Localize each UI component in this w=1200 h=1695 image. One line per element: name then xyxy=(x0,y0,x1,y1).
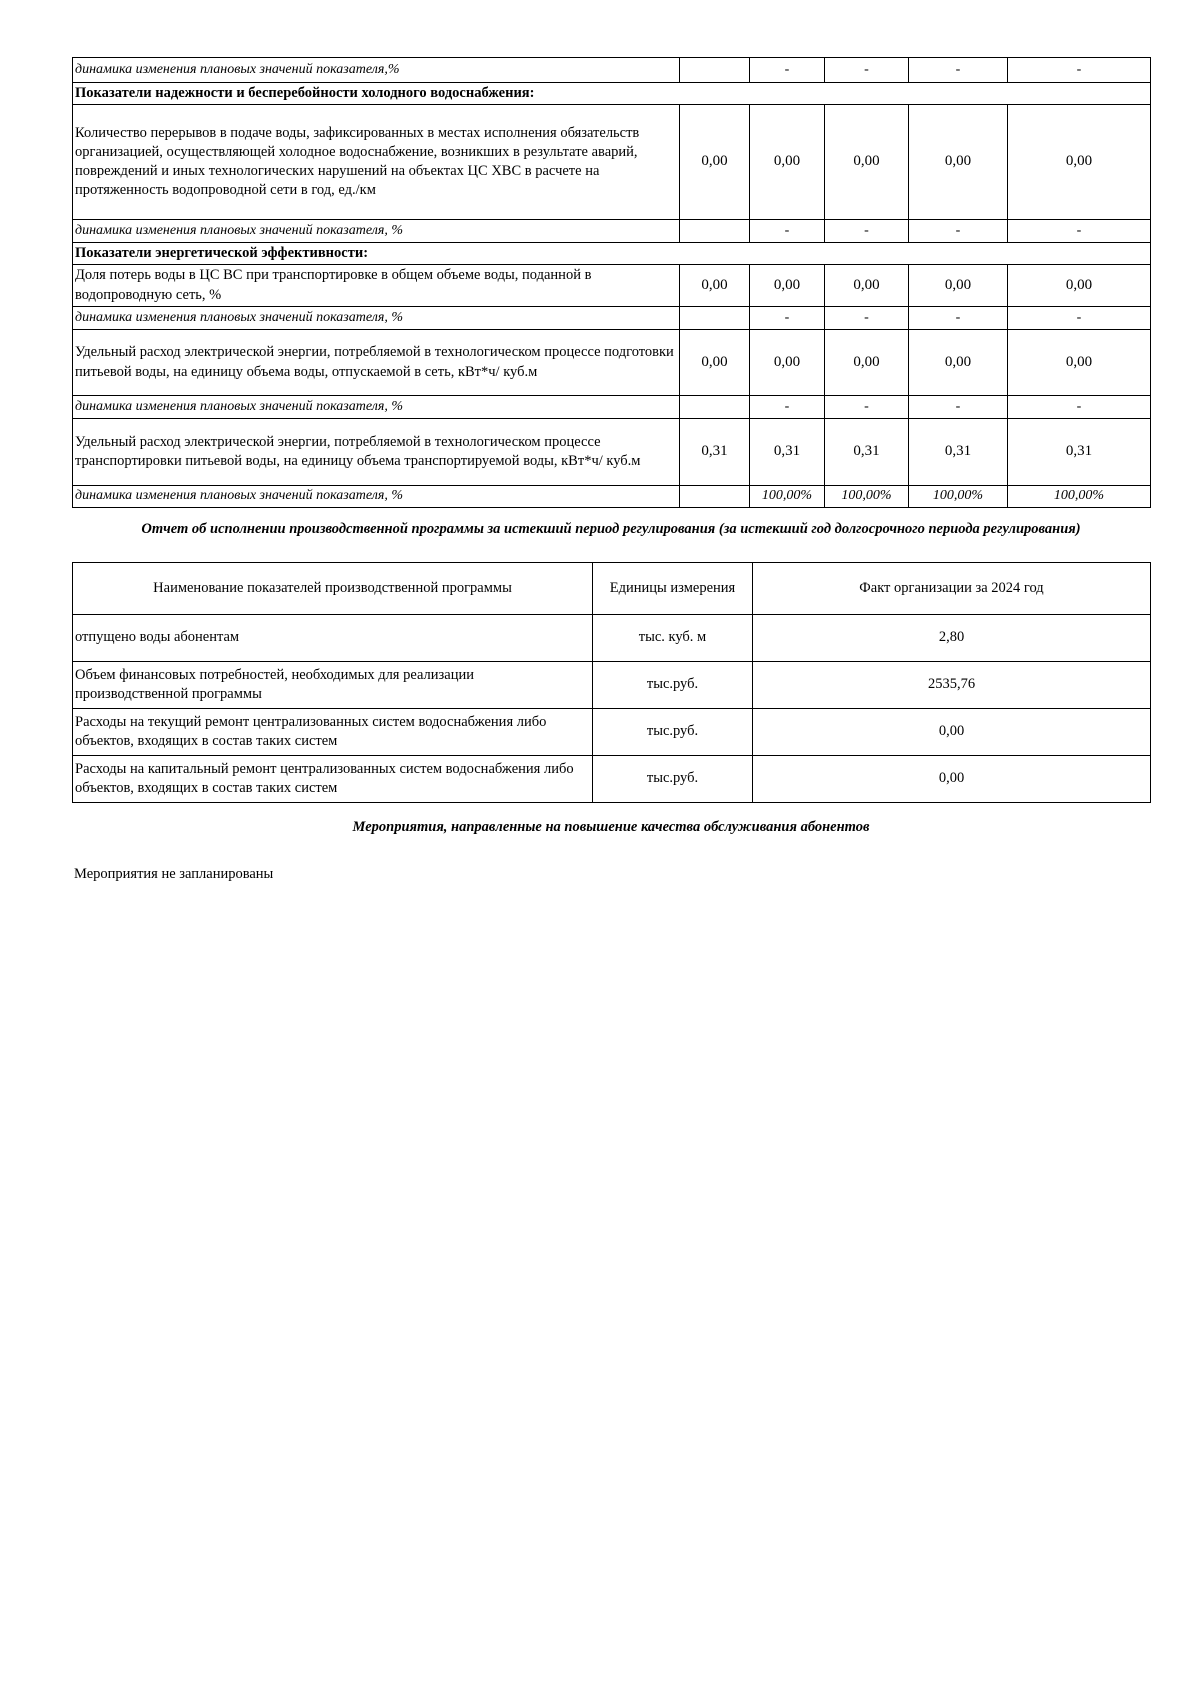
indicator-row xyxy=(73,330,1151,396)
value-cell: 0,00 xyxy=(909,330,1008,396)
value-cell: 0,00 xyxy=(750,265,825,307)
report-unit-cell: тыс.руб. xyxy=(593,709,753,756)
value-cell: 0,00 xyxy=(680,265,750,307)
value-cell: - xyxy=(750,220,825,243)
report-unit-cell: тыс. куб. м xyxy=(593,615,753,662)
header-cell: Факт организации за 2024 год xyxy=(753,563,1151,615)
report-row xyxy=(73,709,1151,756)
measures-caption: Мероприятия, направленные на повышение качества обслуживания абонентов xyxy=(352,819,870,835)
value-cell: 0,00 xyxy=(1008,330,1151,396)
value-cell: 0,00 xyxy=(680,105,750,220)
report-row xyxy=(73,756,1151,803)
value-cell: - xyxy=(909,396,1008,419)
value-cell: - xyxy=(909,220,1008,243)
indicator-row xyxy=(73,265,1151,307)
report-value-cell: 0,00 xyxy=(753,756,1151,803)
report-value-cell: 0,00 xyxy=(753,709,1151,756)
value-cell: 0,00 xyxy=(825,265,909,307)
value-cell: - xyxy=(750,58,825,83)
report-table xyxy=(72,562,1151,803)
value-cell xyxy=(680,486,750,508)
value-cell: 0,00 xyxy=(825,105,909,220)
value-cell: 0,31 xyxy=(909,419,1008,486)
report-name-cell: Расходы на капитальный ремонт централизованных систем водоснабжения либо объектов, входящих в состав таких систем xyxy=(73,756,593,803)
value-cell: 0,31 xyxy=(1008,419,1151,486)
value-cell: 0,00 xyxy=(1008,265,1151,307)
value-cell: 0,31 xyxy=(680,419,750,486)
indicator-row xyxy=(73,105,1151,220)
dynamics-row xyxy=(73,307,1151,330)
row-label: Удельный расход электрической энергии, потребляемой в технологическом процессе подготовки питьевой воды, на единицу объема воды, отпускаемой в сеть, кВт*ч/ куб.м xyxy=(73,330,680,396)
value-cell: - xyxy=(909,307,1008,330)
dynamics-row xyxy=(73,486,1151,508)
value-cell: - xyxy=(1008,58,1151,83)
report-row xyxy=(73,662,1151,709)
section-header-row xyxy=(73,83,1151,105)
header-cell: Единицы измерения xyxy=(593,563,753,615)
value-cell: 100,00% xyxy=(825,486,909,508)
value-cell: - xyxy=(1008,396,1151,419)
row-label: динамика изменения плановых значений показателя, % xyxy=(73,220,680,243)
report-value-cell: 2,80 xyxy=(753,615,1151,662)
indicator-row xyxy=(73,419,1151,486)
row-label: динамика изменения плановых значений показателя, % xyxy=(73,486,680,508)
section-title: Показатели надежности и бесперебойности холодного водоснабжения: xyxy=(73,83,1151,105)
value-cell xyxy=(680,220,750,243)
section-title: Показатели энергетической эффективности: xyxy=(73,243,1151,265)
value-cell: 100,00% xyxy=(909,486,1008,508)
row-label: Удельный расход электрической энергии, потребляемой в технологическом процессе транспортировки питьевой воды, на единицу объема транспортируемой воды, кВт*ч/ куб.м xyxy=(73,419,680,486)
value-cell: 0,31 xyxy=(825,419,909,486)
report-row xyxy=(73,615,1151,662)
row-label: динамика изменения плановых значений показателя, % xyxy=(73,307,680,330)
value-cell: - xyxy=(750,396,825,419)
value-cell: - xyxy=(1008,307,1151,330)
value-cell: - xyxy=(825,58,909,83)
value-cell: 100,00% xyxy=(1008,486,1151,508)
measures-note: Мероприятия не запланированы xyxy=(74,866,274,882)
dynamics-row xyxy=(73,396,1151,419)
value-cell: - xyxy=(825,307,909,330)
report-unit-cell: тыс.руб. xyxy=(593,662,753,709)
value-cell: - xyxy=(750,307,825,330)
value-cell: 0,00 xyxy=(750,330,825,396)
report-value-cell: 2535,76 xyxy=(753,662,1151,709)
report-caption: Отчет об исполнении производственной программы за истекший период регулирования (за истекший год долгосрочного периода регулирования) xyxy=(141,521,1081,537)
value-cell: - xyxy=(825,396,909,419)
value-cell: 0,00 xyxy=(909,265,1008,307)
dynamics-row xyxy=(73,58,1151,83)
value-cell xyxy=(680,396,750,419)
value-cell: - xyxy=(909,58,1008,83)
value-cell: 0,00 xyxy=(825,330,909,396)
report-header-row xyxy=(73,563,1151,615)
value-cell xyxy=(680,58,750,83)
value-cell: 100,00% xyxy=(750,486,825,508)
value-cell: 0,00 xyxy=(1008,105,1151,220)
section-header-row xyxy=(73,243,1151,265)
report-name-cell: отпущено воды абонентам xyxy=(73,615,593,662)
value-cell: 0,31 xyxy=(750,419,825,486)
value-cell: - xyxy=(1008,220,1151,243)
row-label: динамика изменения плановых значений показателя, % xyxy=(73,396,680,419)
report-name-cell: Расходы на текущий ремонт централизованных систем водоснабжения либо объектов, входящих в состав таких систем xyxy=(73,709,593,756)
dynamics-row xyxy=(73,220,1151,243)
row-label: Доля потерь воды в ЦС ВС при транспортировке в общем объеме воды, поданной в водопроводную сеть, % xyxy=(73,265,680,307)
header-cell: Наименование показателей производственной программы xyxy=(73,563,593,615)
report-name-cell: Объем финансовых потребностей, необходимых для реализации производственной программы xyxy=(73,662,593,709)
indicators-table xyxy=(72,57,1151,508)
value-cell: - xyxy=(825,220,909,243)
value-cell: 0,00 xyxy=(680,330,750,396)
value-cell: 0,00 xyxy=(909,105,1008,220)
value-cell xyxy=(680,307,750,330)
row-label: Количество перерывов в подаче воды, зафиксированных в местах исполнения обязательств организацией, осуществляющей холодное водоснабжение, возникших в результате аварий, повреждений и иных технологических нарушений на объектах ЦС ХВС в расчете на протяженность водопроводной сети в год, ед./км xyxy=(73,105,680,220)
report-unit-cell: тыс.руб. xyxy=(593,756,753,803)
value-cell: 0,00 xyxy=(750,105,825,220)
row-label: динамика изменения плановых значений показателя,% xyxy=(73,58,680,83)
